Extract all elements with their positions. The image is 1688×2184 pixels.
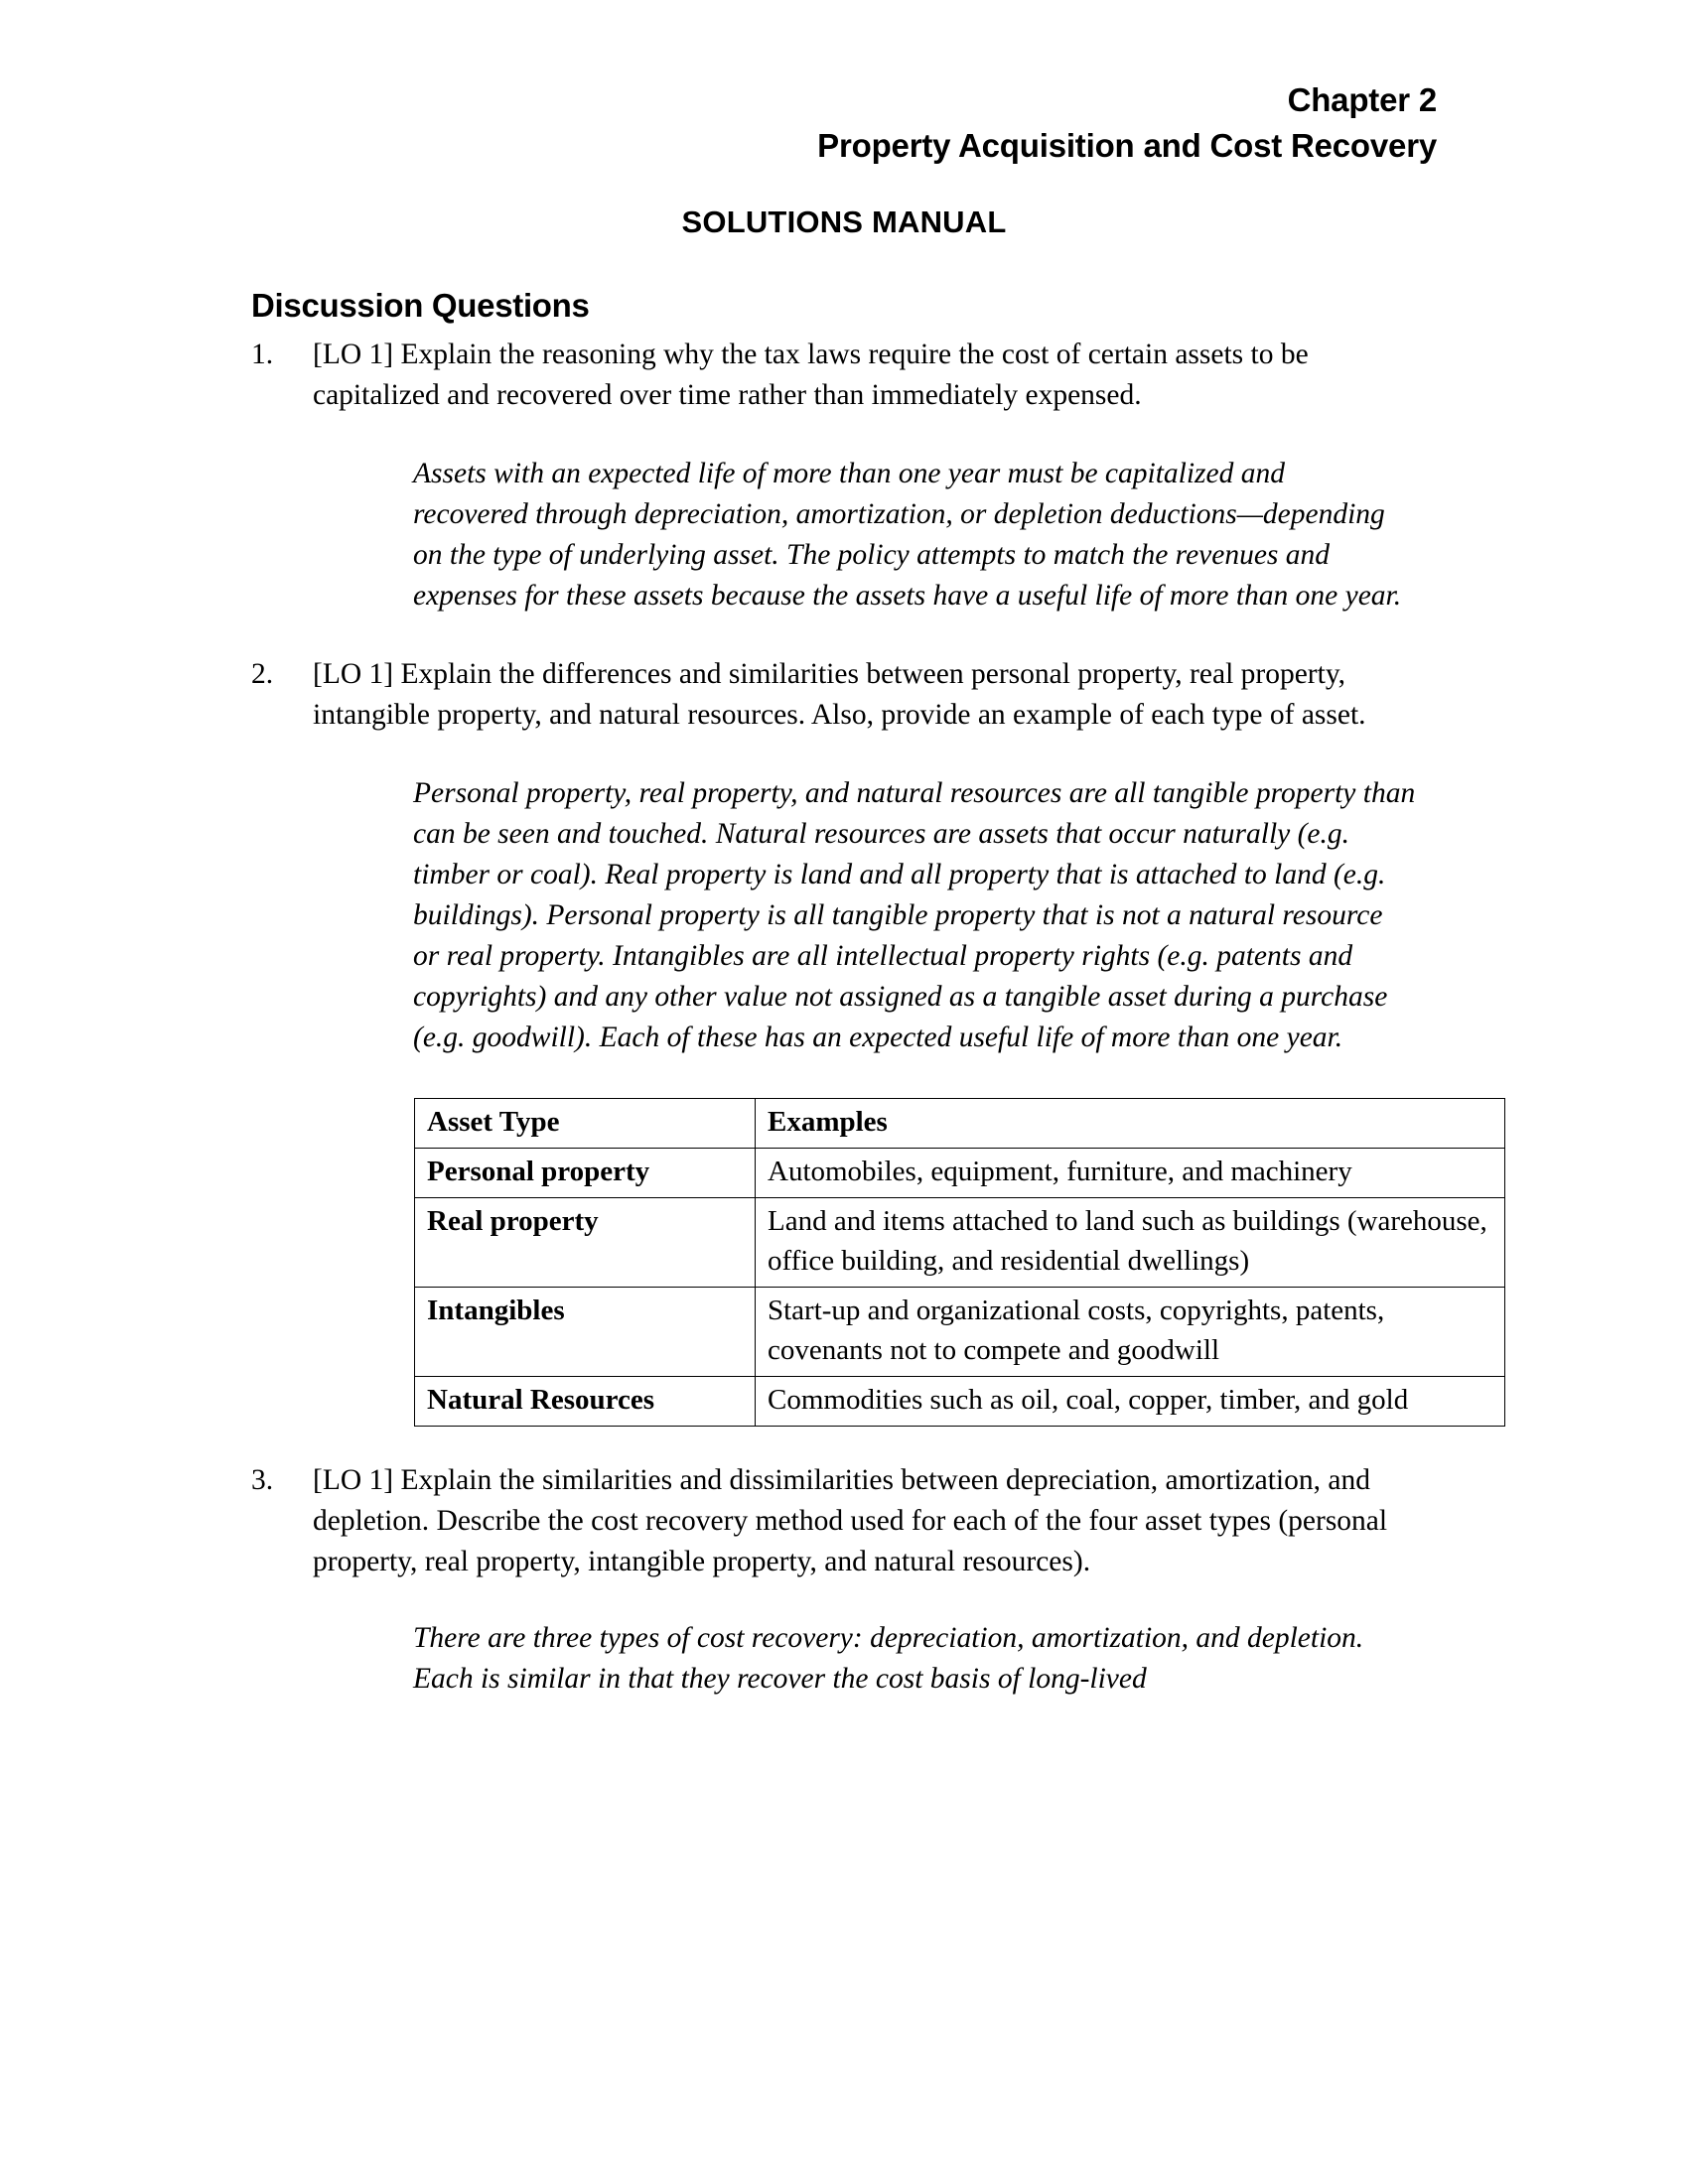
question-number: 2.: [251, 658, 274, 690]
page-content: [251, 0, 1487, 1700]
answer-text: Assets with an expected life of more than one year must be capitalized and recovered through depreciation, amortization, or depletion deductions—depending on the type of underlying asset. The policy attempts to match the revenues and expenses for these assets because the assets have a useful life of more than one year.: [413, 458, 1402, 612]
table-cell-asset-type: Real property: [415, 1198, 756, 1288]
table-cell-asset-type: Intangibles: [415, 1288, 756, 1377]
table-header-asset-type: Asset Type: [415, 1099, 756, 1149]
table-cell-examples: Start-up and organizational costs, copyrights, patents, covenants not to compete and goodwill: [756, 1288, 1505, 1377]
question-item: [251, 1460, 1437, 1582]
table-row: [415, 1149, 1505, 1198]
question-number: 3.: [251, 1464, 274, 1496]
asset-type-table: [414, 1098, 1505, 1427]
answer-text: Personal property, real property, and natural resources are all tangible property than can be seen and touched. Natural resources are assets that occur naturally (e.g. timber or coal). Real property is land and all property that is attached to land (e.g. buildings). Personal property is all tangible property that is not a natural resource or real property. Intangibles are all intellectual property rights (e.g. patents and copyrights) and any other value not assigned as a tangible asset during a purchase (e.g. goodwill). Each of these has an expected useful life of more than one year.: [413, 777, 1416, 1053]
section-heading-discussion-questions: Discussion Questions: [251, 287, 590, 324]
question-text: [LO 1] Explain the similarities and dissimilarities between depreciation, amortization, and depletion. Describe the cost recovery method used for each of the four asset types (personal property, real property, intangible property, and natural resources).: [313, 1464, 1388, 1577]
table-header-examples: Examples: [756, 1099, 1505, 1149]
chapter-title: Property Acquisition and Cost Recovery: [817, 127, 1437, 164]
table-cell-examples: Land and items attached to land such as buildings (warehouse, office building, and residential dwellings): [756, 1198, 1505, 1288]
question-item: [251, 335, 1437, 416]
table-header-row: [415, 1099, 1505, 1149]
table-row: [415, 1377, 1505, 1427]
table-row: [415, 1288, 1505, 1377]
table-cell-examples: Commodities such as oil, coal, copper, timber, and gold: [756, 1377, 1505, 1427]
document-header: [251, 0, 1437, 169]
question-text: [LO 1] Explain the reasoning why the tax laws require the cost of certain assets to be capitalized and recovered over time rather than immediately expensed.: [313, 339, 1309, 411]
table-cell-asset-type: Natural Resources: [415, 1377, 756, 1427]
table-cell-examples: Automobiles, equipment, furniture, and machinery: [756, 1149, 1505, 1198]
table-cell-asset-type: Personal property: [415, 1149, 756, 1198]
manual-title: SOLUTIONS MANUAL: [681, 205, 1007, 239]
question-text: [LO 1] Explain the differences and similarities between personal property, real property, intangible property, and natural resources. Also, provide an example of each type of asset.: [313, 658, 1366, 731]
answer-text: There are three types of cost recovery: depreciation, amortization, and depletion. Each is similar in that they recover the cost basis of long-lived: [413, 1622, 1364, 1695]
chapter-number: Chapter 2: [1287, 81, 1437, 118]
question-number: 1.: [251, 339, 274, 370]
table-row: [415, 1198, 1505, 1288]
question-item: [251, 654, 1437, 736]
